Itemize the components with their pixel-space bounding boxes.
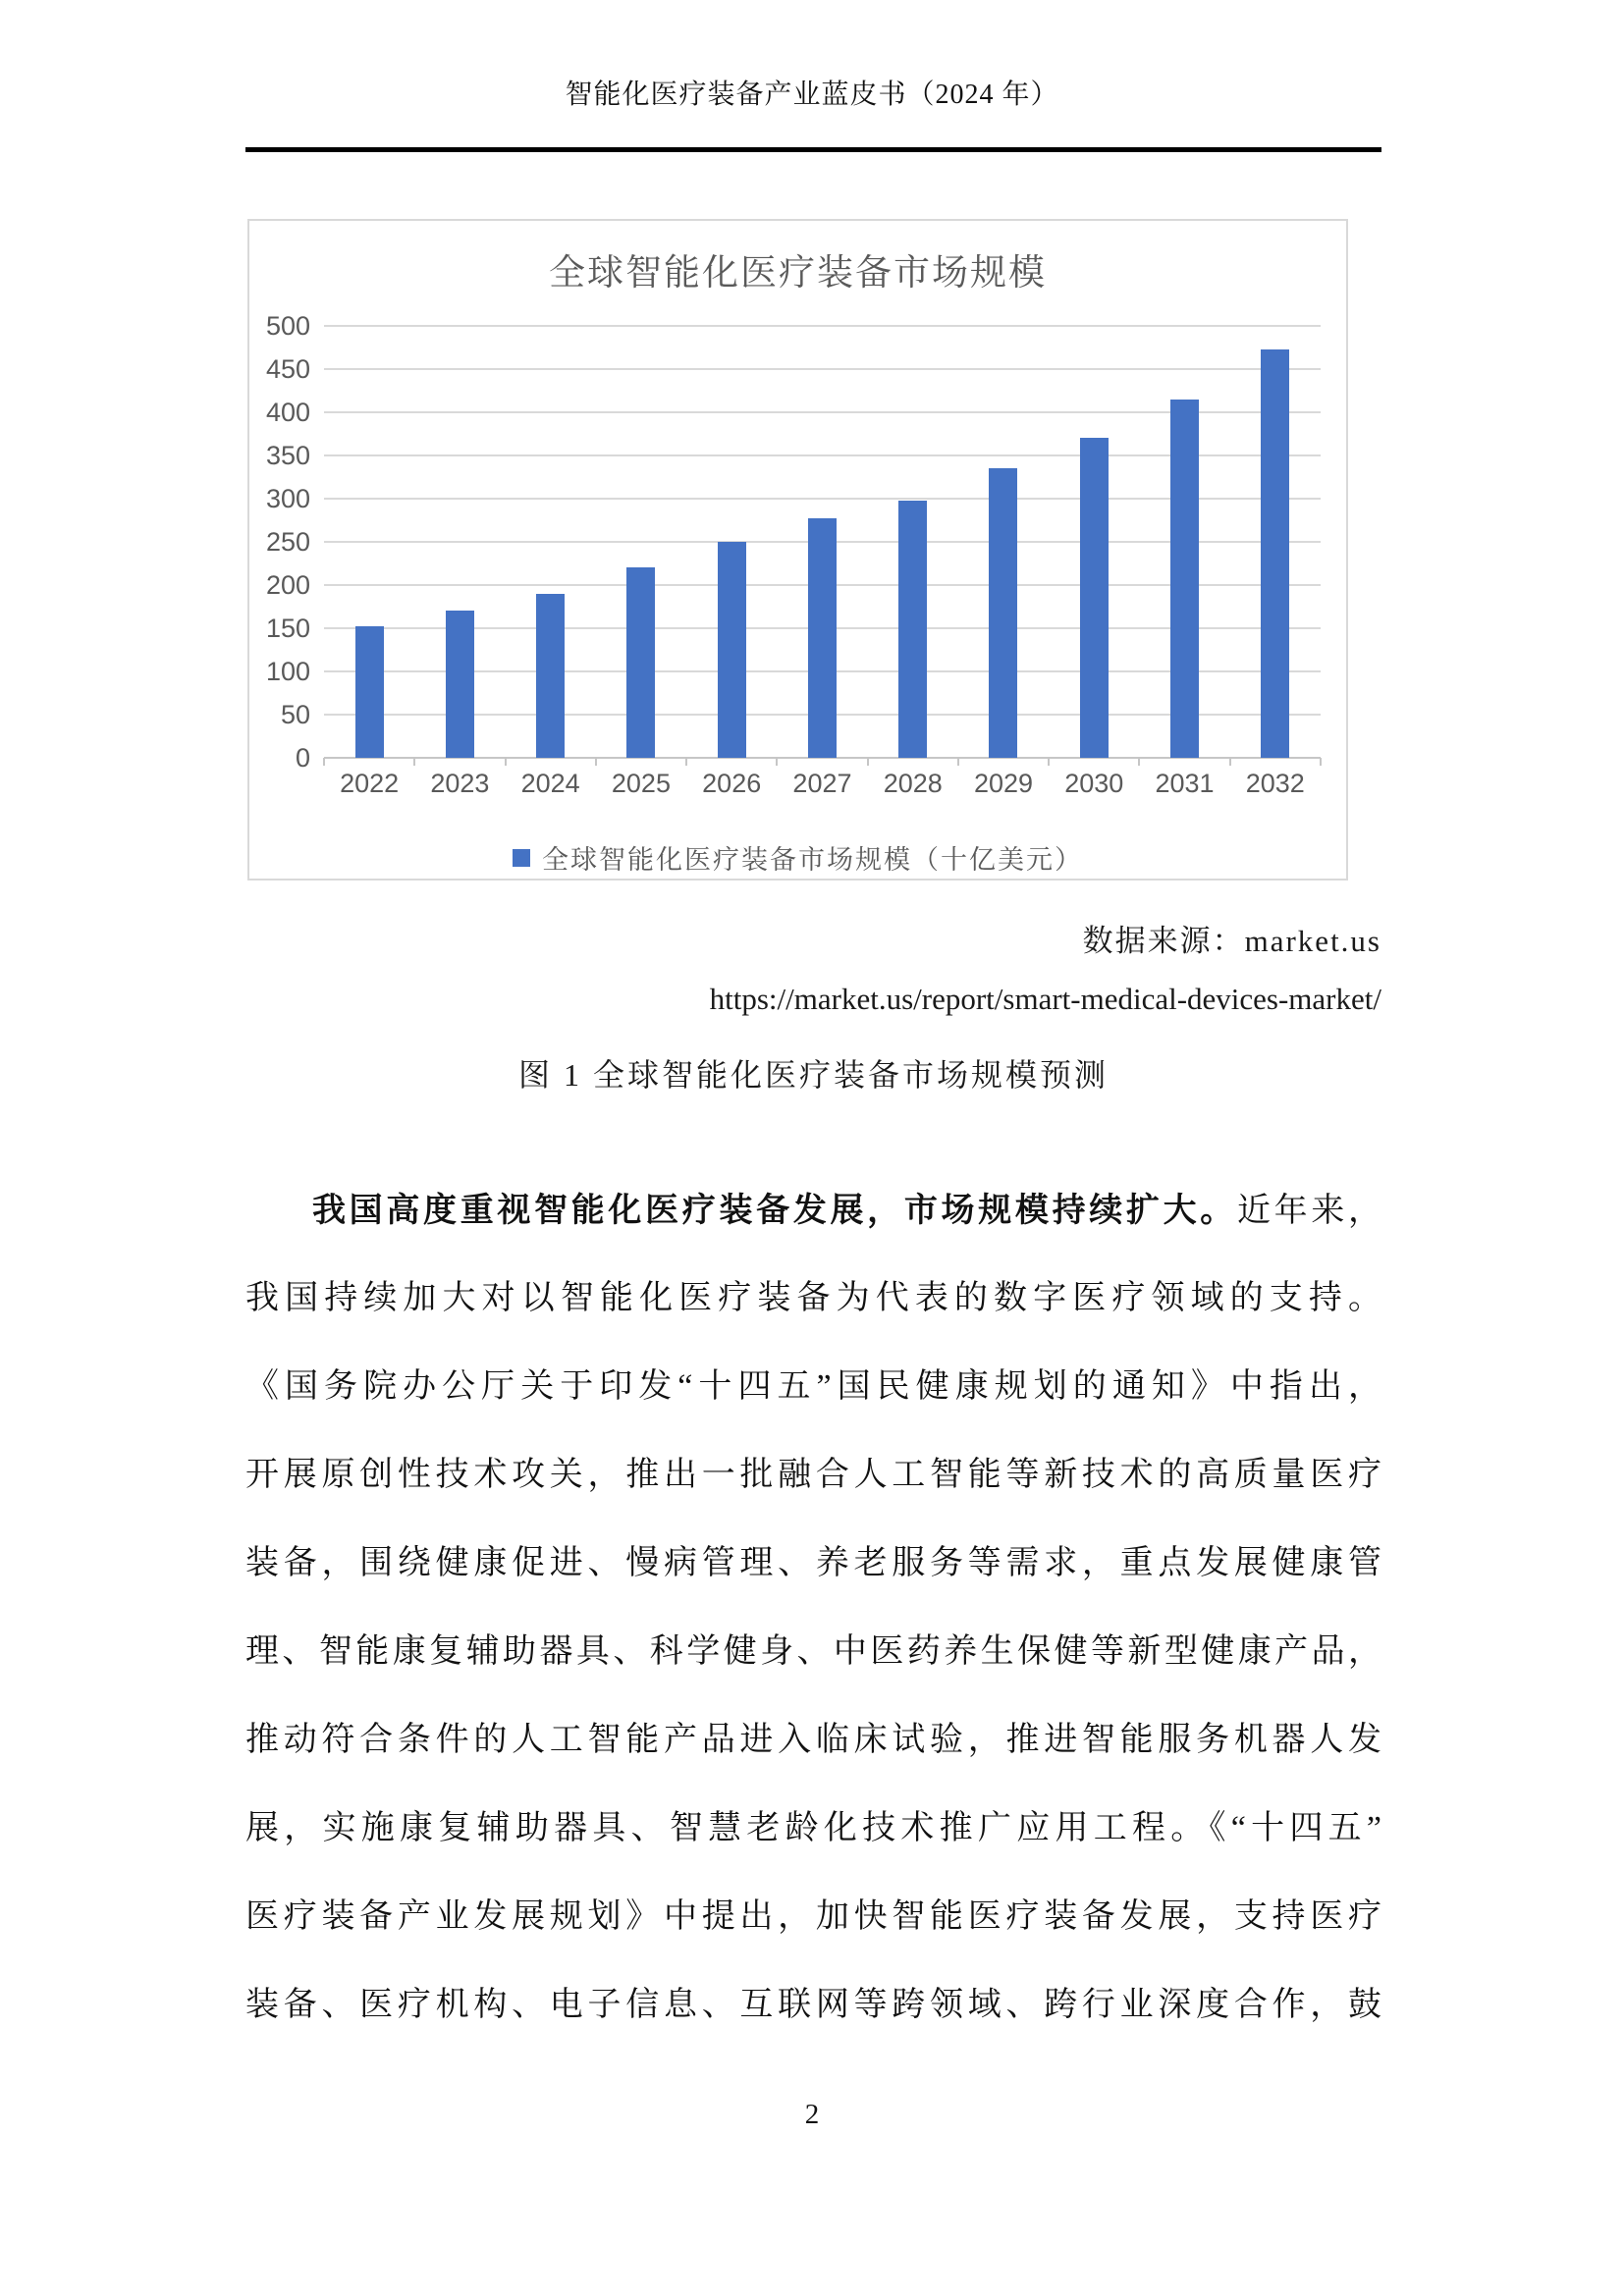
- category-tick: [1048, 758, 1050, 766]
- body-line: 理、智能康复辅助器具、科学健身、中医药养生保健等新型健康产品，: [245, 1633, 1381, 1670]
- body-line: 开展原创性技术攻关，推出一批融合人工智能等新技术的高质量医疗: [245, 1457, 1381, 1493]
- y-axis-tick-label: 50: [280, 700, 310, 729]
- body-paragraph: [245, 1166, 1381, 2050]
- body-line: 我国持续加大对以智能化医疗装备为代表的数字医疗领域的支持。: [245, 1280, 1381, 1316]
- data-source-url: https://market.us/report/smart-medical-devices-market/: [709, 982, 1381, 1016]
- category-tick: [685, 758, 687, 766]
- bar-2027: [808, 518, 837, 758]
- bar-2029: [989, 468, 1017, 758]
- data-source-label: 数据来源：market.us: [1082, 924, 1381, 958]
- bar-series: [324, 326, 1321, 758]
- page-number: 2: [804, 2099, 820, 2130]
- bar-slot-2026: [686, 326, 777, 758]
- chart-x-axis-labels: [324, 769, 1321, 799]
- figure-caption: 图 1 全球智能化医疗装备市场规模预测: [517, 1057, 1109, 1093]
- y-axis-tick-label: 300: [265, 484, 310, 513]
- y-axis-tick-label: 250: [265, 527, 310, 557]
- y-axis-tick-label: 350: [265, 441, 310, 470]
- x-axis-tick-label: 2028: [883, 769, 943, 798]
- body-line-first: [245, 1166, 1381, 1255]
- y-axis-tick-label: 0: [295, 743, 310, 773]
- x-axis-tick-label: 2032: [1245, 769, 1305, 798]
- chart-plot: [324, 326, 1321, 758]
- bar-slot-2025: [596, 326, 686, 758]
- bar-2030: [1080, 438, 1109, 758]
- x-axis-tick-label: 2027: [792, 769, 852, 798]
- x-axis-tick-label: 2026: [702, 769, 762, 798]
- bar-slot-2028: [868, 326, 958, 758]
- body-line: 装备，围绕健康促进、慢病管理、养老服务等需求，重点发展健康管: [245, 1545, 1381, 1581]
- chart-title: 全球智能化医疗装备市场规模: [549, 252, 1047, 293]
- bar-2022: [355, 626, 384, 758]
- y-axis-tick-label: 100: [265, 657, 310, 686]
- category-tick: [867, 758, 869, 766]
- y-axis-tick-label: 450: [265, 354, 310, 384]
- bar-2028: [898, 501, 927, 758]
- y-axis-tick-label: 200: [265, 570, 310, 600]
- chart-legend: [249, 838, 1346, 877]
- category-tick: [323, 758, 325, 766]
- bar-slot-2031: [1139, 326, 1229, 758]
- bar-slot-2022: [324, 326, 414, 758]
- figure-1-chart: [247, 219, 1348, 881]
- body-line: 推动符合条件的人工智能产品进入临床试验，推进智能服务机器人发: [245, 1722, 1381, 1758]
- bar-2024: [536, 594, 565, 758]
- bar-2031: [1170, 400, 1199, 758]
- x-axis-tick-label: 2025: [611, 769, 671, 798]
- y-axis-tick-label: 400: [265, 398, 310, 427]
- x-axis-tick-label: 2023: [430, 769, 490, 798]
- bar-slot-2029: [958, 326, 1049, 758]
- y-axis-tick-label: 150: [265, 614, 310, 643]
- body-line: 展，实施康复辅助器具、智慧老龄化技术推广应用工程。《“十四五”: [245, 1810, 1381, 1846]
- running-header-title: 智能化医疗装备产业蓝皮书（2024 年）: [565, 80, 1059, 110]
- x-axis-tick-label: 2029: [973, 769, 1034, 798]
- bar-2025: [626, 567, 655, 758]
- body-line-bold-lead: 我国高度重视智能化医疗装备发展，市场规模持续扩大。: [312, 1192, 1237, 1229]
- bar-slot-2032: [1230, 326, 1321, 758]
- bar-slot-2030: [1049, 326, 1139, 758]
- category-tick: [505, 758, 507, 766]
- legend-label: 全球智能化医疗装备市场规模（十亿美元）: [542, 845, 1083, 875]
- category-tick: [1138, 758, 1140, 766]
- bar-slot-2027: [777, 326, 867, 758]
- body-line-regular-tail: 近年来，: [1236, 1193, 1382, 1229]
- category-tick: [957, 758, 959, 766]
- bar-slot-2023: [414, 326, 505, 758]
- x-axis-tick-label: 2024: [520, 769, 580, 798]
- x-axis-tick-label: 2031: [1155, 769, 1215, 798]
- category-tick: [776, 758, 778, 766]
- body-line: 《国务院办公厅关于印发“十四五”国民健康规划的通知》中指出，: [245, 1368, 1381, 1405]
- legend-swatch-icon: [513, 849, 530, 867]
- category-tick: [1320, 758, 1322, 766]
- x-axis-tick-label: 2030: [1064, 769, 1124, 798]
- body-line: 医疗装备产业发展规划》中提出，加快智能医疗装备发展，支持医疗: [245, 1898, 1381, 1935]
- bar-2023: [446, 611, 474, 758]
- category-tick: [595, 758, 597, 766]
- header-rule: [245, 147, 1381, 152]
- y-axis-tick-label: 500: [265, 311, 310, 341]
- body-line: 装备、医疗机构、电子信息、互联网等跨领域、跨行业深度合作，鼓: [245, 1987, 1381, 2023]
- bar-slot-2024: [506, 326, 596, 758]
- category-tick: [1229, 758, 1231, 766]
- bar-2032: [1261, 349, 1289, 758]
- category-tick: [413, 758, 415, 766]
- x-axis-tick-label: 2022: [340, 769, 400, 798]
- bar-2026: [718, 542, 746, 758]
